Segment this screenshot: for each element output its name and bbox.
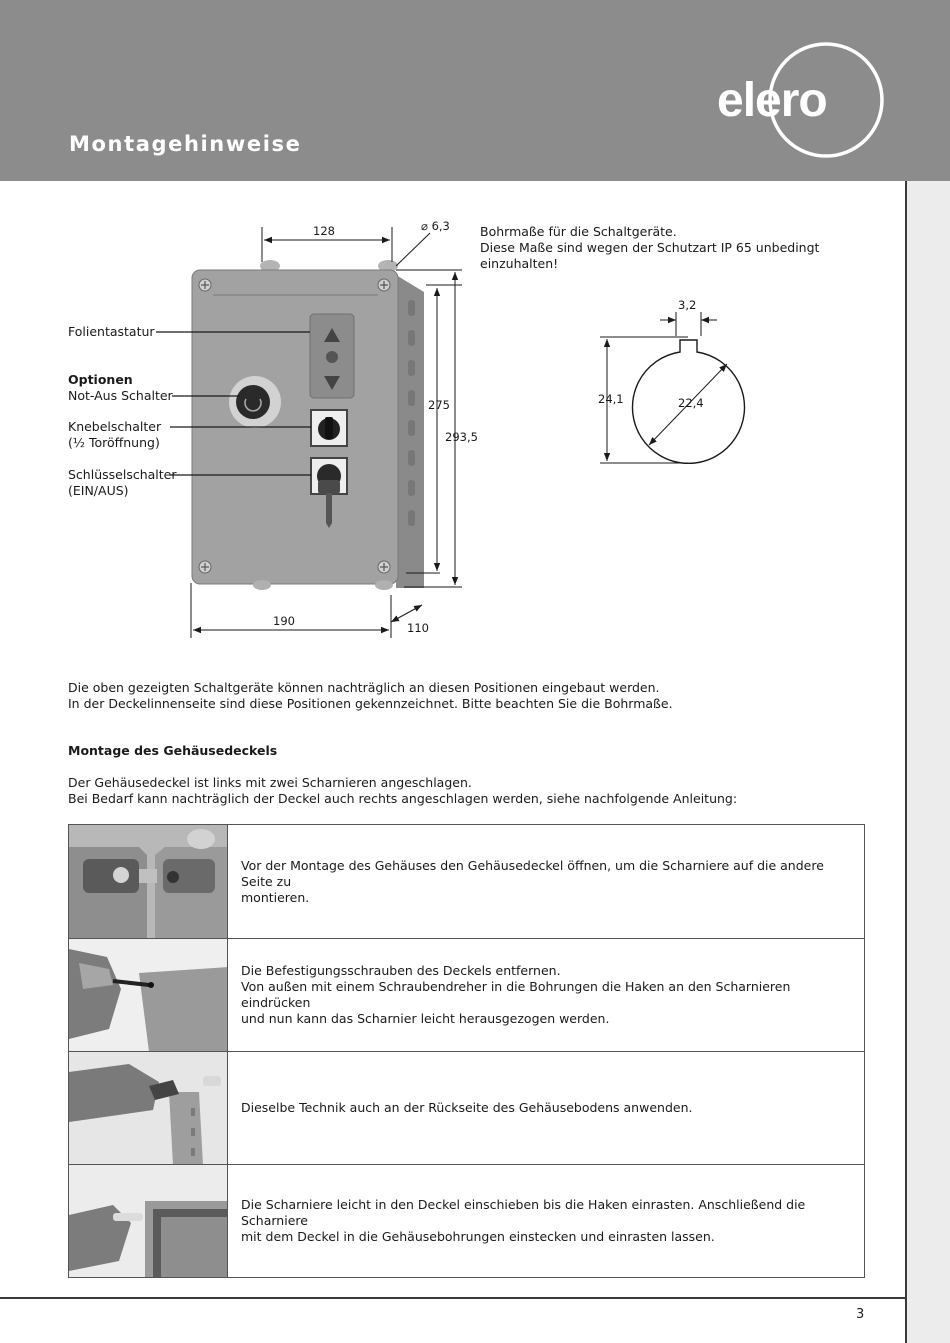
dim-hole-diameter: ⌀ 6,3 — [421, 219, 450, 233]
dim-height-inner: 275 — [428, 398, 450, 412]
elero-logo — [714, 40, 886, 160]
step-photo-screwdriver — [69, 939, 228, 1051]
label-knebelschalter: Knebelschalter — [68, 419, 162, 434]
step-photo-open-lid — [69, 825, 228, 938]
label-schluesselschalter: Schlüsselschalter — [68, 467, 177, 482]
footer-rule — [0, 1297, 905, 1299]
label-schluesselschalter-note: (EIN/AUS) — [68, 483, 129, 498]
section-line: Der Gehäusedeckel ist links mit zwei Scharnieren angeschlagen. — [68, 775, 472, 790]
side-margin-bar — [907, 181, 950, 1343]
step-row — [69, 825, 864, 938]
intro-paragraph — [68, 680, 673, 712]
step-text: Dieselbe Technik auch an der Rückseite des Gehäusebodens anwenden. — [241, 1100, 693, 1115]
step-photo-insert-hinge — [69, 1165, 228, 1277]
dim-hole-spacing: 128 — [313, 224, 335, 238]
label-notaus: Not-Aus Schalter — [68, 388, 173, 403]
drill-note-line: Diese Maße sind wegen der Schutzart IP 65 unbedingt — [480, 240, 820, 255]
dim-width: 190 — [273, 614, 295, 628]
step-row — [69, 1051, 864, 1164]
dim-cut-diameter: 22,4 — [678, 396, 704, 410]
section-paragraph — [68, 775, 737, 807]
intro-line: In der Deckelinnenseite sind diese Positionen gekennzeichnet. Bitte beachten Sie die Bohrmaße. — [68, 696, 673, 711]
step-text: Vor der Montage des Gehäuses den Gehäusedeckel öffnen, um die Scharniere auf die andere Seite zu montieren. — [241, 857, 824, 905]
dim-height-outer: 293,5 — [445, 430, 478, 444]
step-text: Die Befestigungsschrauben des Deckels entfernen. Von außen mit einem Schraubendreher in die Bohrungen die Haken an den Scharnieren eindrücken und nun kann das Scharnier leicht herausgezogen werden. — [241, 963, 791, 1026]
drill-note-line: Bohrmaße für die Schaltgeräte. — [480, 224, 677, 239]
section-title: Montage des Gehäusedeckels — [68, 743, 278, 758]
label-optionen: Optionen — [68, 372, 133, 387]
technical-drawing — [0, 200, 905, 650]
step-photo-back-hinge — [69, 1052, 228, 1164]
dim-notch-width: 3,2 — [678, 298, 697, 312]
instruction-steps-table — [68, 824, 865, 1278]
page-number: 3 — [856, 1307, 865, 1322]
step-text: Die Scharniere leicht in den Deckel einschieben bis die Haken einrasten. Anschließend die Scharniere mit dem Deckel in die Gehäusebohrungen einstecken und einrasten lassen. — [241, 1197, 806, 1244]
drill-note-line: einzuhalten! — [480, 256, 559, 271]
dim-cut-height: 24,1 — [598, 392, 624, 406]
section-line: Bei Bedarf kann nachträglich der Deckel auch rechts angeschlagen werden, siehe nachfolgende Anleitung: — [68, 791, 738, 806]
page-header — [0, 0, 950, 181]
step-row — [69, 1164, 864, 1277]
label-folientastatur: Folientastatur — [68, 324, 155, 339]
intro-line: Die oben gezeigten Schaltgeräte können nachträglich an diesen Positionen eingebaut werden. — [68, 680, 660, 695]
dim-depth: 110 — [407, 621, 429, 635]
page-title: Montagehinweise — [69, 132, 302, 156]
label-knebelschalter-note: (½ Toröffnung) — [68, 435, 160, 450]
svg-text:elero: elero — [717, 74, 827, 127]
step-row — [69, 938, 864, 1051]
